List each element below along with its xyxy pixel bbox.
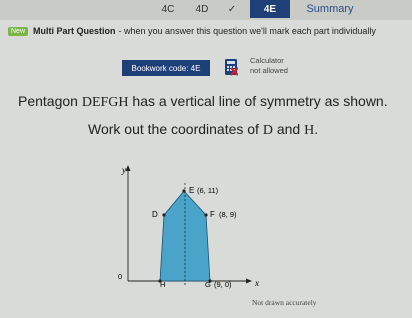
- calculator-label: Calculator: [250, 56, 284, 65]
- label-e-coordinates: (6, 11): [197, 186, 219, 195]
- vertex-e: [182, 189, 185, 192]
- calculator-not-allowed-icon: [224, 58, 238, 76]
- question-prefix: Pentagon: [18, 93, 82, 109]
- tab-summary[interactable]: Summary: [306, 3, 354, 15]
- label-f-coordinates: (8, 9): [219, 210, 237, 219]
- top-navigation-bar: [0, 0, 412, 20]
- question-suffix: has a vertical line of symmetry as shown.: [128, 93, 388, 109]
- question-header: [8, 24, 408, 38]
- label-g-coordinates: (9, 0): [214, 280, 232, 289]
- question2-period: .: [314, 121, 319, 137]
- tab-4e-current[interactable]: 4E: [250, 0, 290, 18]
- question2-prefix: Work out the coordinates of: [88, 121, 263, 137]
- vertex-d: [162, 213, 165, 216]
- x-axis-arrow-icon: [246, 279, 252, 284]
- label-f: F: [210, 210, 215, 219]
- vertex-f: [204, 213, 207, 216]
- tab-4d[interactable]: 4D: [195, 3, 209, 15]
- point-d-label: D: [262, 123, 273, 138]
- label-d: D: [152, 210, 158, 219]
- y-axis-label: y: [122, 165, 126, 175]
- x-axis-label: x: [255, 278, 259, 288]
- label-e: E: [189, 186, 195, 195]
- pentagon-name: DEFGH: [81, 95, 129, 110]
- label-g: G: [205, 280, 211, 289]
- question-text-line2: [88, 121, 388, 139]
- origin-label: 0: [118, 272, 123, 281]
- tab-4c[interactable]: 4C: [161, 3, 175, 15]
- question-type-description: - when you answer this question we'll mark each part individually: [118, 26, 376, 36]
- new-badge: New: [8, 27, 28, 36]
- bookwork-code-badge: Bookwork code: 4E: [122, 60, 210, 76]
- pentagon-diagram: [100, 155, 330, 295]
- point-h-label: H: [304, 123, 315, 138]
- question-type-title: Multi Part Question: [33, 26, 116, 36]
- question2-and: and: [272, 121, 305, 137]
- calculator-status-text: not allowed: [250, 66, 288, 75]
- question-text-line1: [18, 93, 408, 111]
- label-h: H: [160, 280, 166, 289]
- not-drawn-accurately-note: Not drawn accurately: [252, 298, 317, 307]
- tab-completed-check[interactable]: ✓: [227, 3, 237, 15]
- y-axis-arrow-icon: [126, 165, 131, 171]
- calculator-status: [224, 56, 304, 80]
